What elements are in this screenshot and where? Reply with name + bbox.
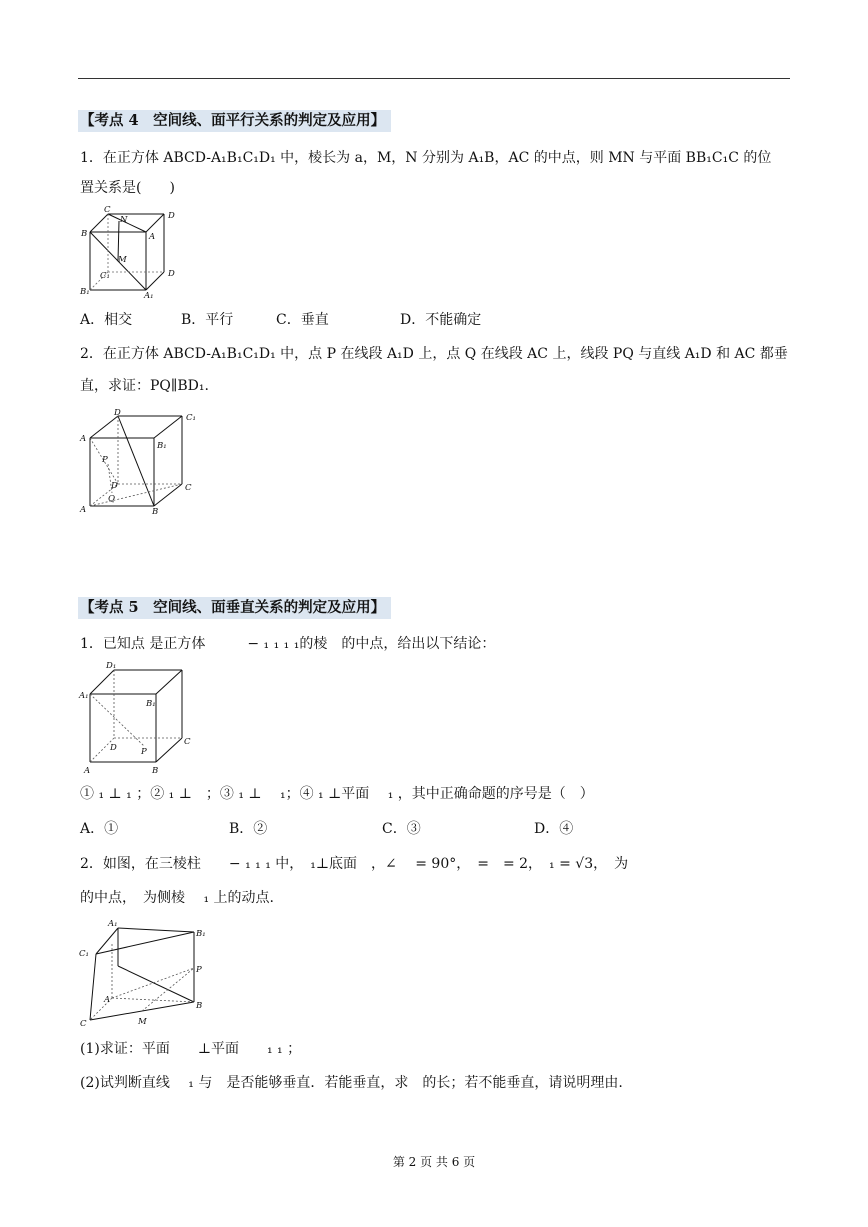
q4-2-label-A1: A	[80, 434, 87, 444]
q4-2-label-C1: C₁	[186, 413, 196, 423]
q5-2-label-C1: C₁	[79, 949, 89, 959]
q5-1-label-B: B	[152, 766, 159, 776]
q5-2-label-B1: B₁	[196, 929, 206, 939]
q5-1-label-D: D	[110, 743, 117, 753]
q4-2-label-P: P	[102, 455, 108, 465]
q4-2-label-D1: D	[114, 408, 121, 418]
q4-2-line2: 直，求证：PQ∥BD₁.	[80, 378, 209, 394]
q5-2-prism-figure	[78, 914, 213, 1032]
q4-1-option-c: C．垂直	[276, 312, 329, 328]
q5-1-cube-figure	[78, 658, 198, 776]
page-footer: 第 2 页 共 6 页	[392, 1155, 476, 1169]
q5-2-label-C: C	[80, 1019, 87, 1029]
q5-1-label-P: P	[141, 747, 147, 757]
section-heading-5: 【考点 5 空间线、面垂直关系的判定及应用】	[78, 597, 391, 619]
q5-2-label-B: B	[196, 1001, 203, 1011]
q5-1-label-A: A	[84, 766, 91, 776]
q4-1-option-a: A．相交	[80, 312, 133, 328]
q5-2-sub2: (2)试判断直线 ₁ 与 是否能够垂直．若能垂直，求 的长；若不能垂直，请说明理由.	[80, 1075, 623, 1091]
q5-1-option-c: C．③	[382, 821, 421, 837]
q5-1-option-d: D．④	[534, 821, 574, 837]
q5-2-sub1: (1)求证：平面 ⊥平面 ₁ ₁ ；	[80, 1041, 302, 1057]
q4-1-label-A1: A₁	[144, 291, 154, 301]
q4-2-label-C: C	[185, 483, 192, 493]
q4-1-label-B1: B₁	[80, 287, 90, 297]
q4-1-label-C: C	[104, 205, 111, 215]
q5-1-label-B1: B₁	[146, 699, 156, 709]
q5-1-label-A1: A₁	[79, 691, 89, 701]
q4-1-label-M: M	[118, 255, 127, 265]
q4-1-label-A: A	[149, 232, 156, 242]
q4-1-label-B: B	[81, 229, 88, 239]
q5-1-statements: ① ₁ ⊥ ₁ ；② ₁ ⊥ ；③ ₁ ⊥ ₁；④ ₁ ⊥平面 ₁ ，其中正确命题的序号是（ ）	[80, 786, 594, 802]
q5-2-label-M: M	[138, 1017, 147, 1027]
q4-1-cube-figure	[78, 206, 188, 301]
q4-1-line2: 置关系是( )	[80, 180, 175, 196]
q4-2-label-Q: Q	[108, 494, 115, 504]
q5-1-label-C: C	[184, 737, 191, 747]
q5-2-line2: 的中点， 为侧棱 ₁ 上的动点.	[80, 890, 274, 906]
q5-1-option-b: B．②	[229, 821, 268, 837]
q4-2-label-B: B	[152, 507, 159, 517]
q5-2-label-A1: A₁	[108, 919, 118, 929]
q4-1-label-C1: C₁	[100, 271, 110, 281]
q4-1-line1: 1．在正方体 ABCD-A₁B₁C₁D₁ 中，棱长为 a，M，N 分别为 A₁B，AC 的中点，则 MN 与平面 BB₁C₁C 的位	[80, 150, 772, 166]
q4-2-line1: 2．在正方体 ABCD-A₁B₁C₁D₁ 中，点 P 在线段 A₁D 上，点 Q 在线段 AC 上，线段 PQ 与直线 A₁D 和 AC 都垂	[80, 346, 788, 362]
q4-1-option-d: D．不能确定	[400, 312, 482, 328]
q4-1-label-D: D	[168, 211, 175, 221]
q5-2-line1: 2．如图，在三棱柱 − ₁ ₁ ₁ 中， ₁⊥底面 ，∠ = 90°， = = 2， ₁ = √3， 为	[80, 856, 629, 872]
q5-1-label-D1: D₁	[106, 661, 117, 671]
q4-2-label-B1: B₁	[157, 441, 167, 451]
q4-2-label-D: D	[111, 481, 118, 491]
section-heading-4: 【考点 4 空间线、面平行关系的判定及应用】	[78, 110, 391, 132]
q4-1-option-b: B．平行	[181, 312, 234, 328]
q4-2-cube-figure	[78, 408, 203, 518]
q5-2-label-P: P	[196, 965, 202, 975]
q4-2-label-A: A	[80, 505, 87, 515]
q4-1-label-N: N	[120, 215, 128, 225]
top-rule	[78, 78, 790, 79]
q5-1-option-a: A．①	[80, 821, 119, 837]
q4-1-label-D1: D	[168, 269, 175, 279]
q5-2-label-A: A	[104, 995, 111, 1005]
q5-1-line1: 1．已知点 是正方体 − ₁ ₁ ₁ ₁的棱 的中点，给出以下结论：	[80, 636, 496, 652]
